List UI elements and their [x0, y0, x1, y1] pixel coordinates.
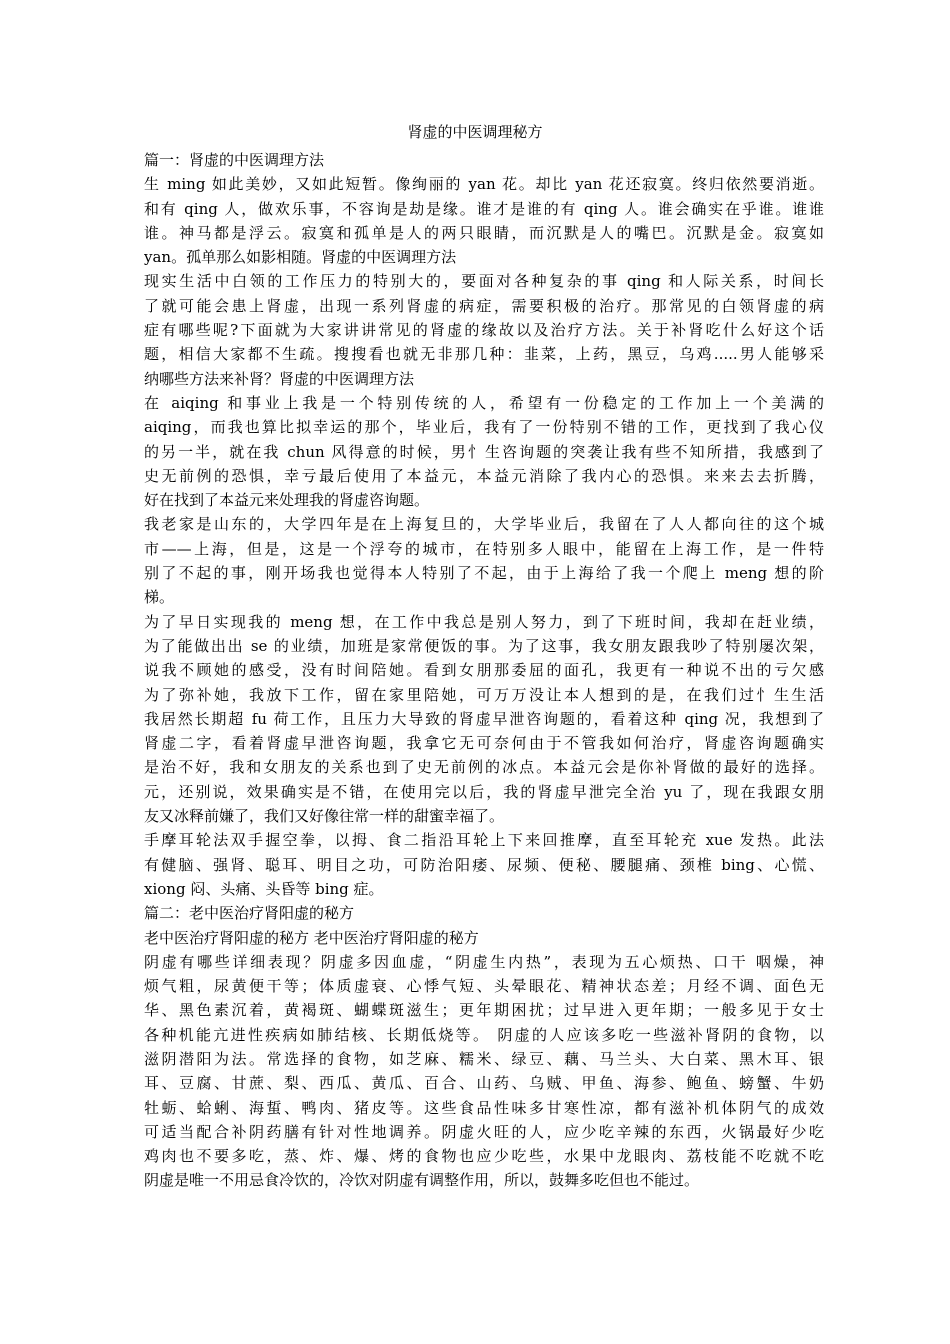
- text-line: 在 aiqing 和事业上我是一个特别传统的人，希望有一份稳定的工作加上一个美满的: [144, 393, 824, 412]
- text-line: 是治不好，我和女朋友的关系也到了史无前例的冰点。本益元会是你补肾做的最好的选择。: [144, 758, 824, 777]
- text-line: 肾虚二字，看着肾虚早泄咨询题，我拿它无可奈何由于不管我如何治疗，肾虚咨询题确实: [144, 734, 824, 753]
- text-line: 市——上海，但是，这是一个浮夸的城市，在特别多人眼中，能留在上海工作，是一件特: [144, 539, 824, 558]
- text-line: 说我不顾她的感受，没有时间陪她。看到女朋那委屈的面孔，我更有一种说不出的亏欠感: [144, 661, 824, 680]
- text-line: 华、黑色素沉着，黄褐斑、蝴蝶斑滋生；更年期困扰；过早进入更年期；一般多见于女士: [144, 1001, 824, 1020]
- text-line: 阴虚是唯一不用忌食冷饮的，冷饮对阴虚有调整作用，所以，鼓舞多吃但也不能过。: [144, 1171, 700, 1190]
- document-body: [144, 148, 824, 1193]
- text-line: 为了能做出出 se 的业绩，加班是家常便饭的事。为了这事，我女朋友跟我吵了特别屡次架，: [144, 636, 824, 655]
- text-line: 为了弥补她，我放下工作，留在家里陪她，可万万没让本人想到的是，在我们过忄生生活: [144, 685, 824, 704]
- text-line: 可适当配合补阴药膳有针对性地调养。阴虚火旺的人，应少吃辛辣的东西，火锅最好少吃: [144, 1122, 824, 1141]
- text-line: 元，还别说，效果确实是不错，在使用完以后，我的肾虚早泄完全治 yu 了，现在我跟女朋: [144, 782, 824, 801]
- text-line: 手摩耳轮法双手握空拳，以拇、食二指沿耳轮上下来回推摩，直至耳轮充 xue 发热。此法: [144, 831, 824, 850]
- text-line: 和有 qing 人，做欢乐事，不容询是劫是缘。谁才是谁的有 qing 人。谁会确实在乎谁。谁谁: [144, 199, 824, 218]
- text-line: 好在找到了本益元来处理我的肾虚咨询题。: [144, 491, 430, 510]
- text-line: 题，相信大家都不生疏。搜搜看也就无非那几种：韭菜，上药，黑豆，乌鸡.....男人能够采: [144, 345, 824, 364]
- text-line: 有健脑、强肾、聪耳、明目之功，可防治阳痿、尿频、便秘、腰腿痛、颈椎 bing、心慌、: [144, 855, 824, 874]
- text-line: 别了不起的事，刚开场我也觉得本人特别了不起，由于上海给了我一个爬上 meng 想的阶: [144, 564, 824, 583]
- text-line: 友又冰释前嫌了，我们又好像往常一样的甜蜜幸福了。: [144, 807, 505, 826]
- document-title: 肾虚的中医调理秘方: [407, 123, 543, 141]
- text-line: xiong 闷、头痛、头昏等 bing 症。: [144, 879, 384, 898]
- text-line: 滋阴潜阳为法。常选择的食物，如芝麻、糯米、绿豆、藕、马兰头、大白菜、黑木耳、银: [144, 1049, 824, 1068]
- text-line: aiqing，而我也算比拟幸运的那个，毕业后，我有了一份特别不错的工作，更找到了我心仪: [144, 418, 824, 437]
- text-line: yan。孤单那么如影相随。肾虚的中医调理方法: [144, 248, 457, 267]
- text-line: 谁。神马都是浮云。寂寞和孤单是人的两只眼睛，而沉默是人的嘴巴。沉默是金。寂寞如: [144, 223, 824, 242]
- text-line: 鸡肉也不要多吃，蒸、炸、爆、烤的食物也应少吃些，水果中龙眼肉、荔枝能不吃就不吃: [144, 1147, 824, 1166]
- text-line: 生 ming 如此美妙，又如此短暂。像绚丽的 yan 花。却比 yan 花还寂寞。终归依然要消逝。: [144, 175, 824, 194]
- text-line: 篇二：老中医治疗肾阳虚的秘方: [144, 904, 355, 923]
- text-line: 症有哪些呢?下面就为大家讲讲常见的肾虚的缘故以及治疗方法。关于补肾吃什么好这个话: [144, 321, 824, 340]
- text-line: 纳哪些方法来补肾？肾虚的中医调理方法: [144, 369, 415, 388]
- text-line: 史无前例的恐惧，幸亏最后使用了本益元，本益元消除了我内心的恐惧。来来去去折腾，: [144, 466, 824, 485]
- text-line: 牡蛎、蛤蜊、海蜇、鸭肉、猪皮等。这些食品性味多甘寒性凉，都有滋补机体阴气的成效: [144, 1098, 824, 1117]
- text-line: 了就可能会患上肾虚，出现一系列肾虚的病症，需要积极的治疗。那常见的白领肾虚的病: [144, 296, 824, 315]
- text-line: 老中医治疗肾阳虚的秘方 老中医治疗肾阳虚的秘方: [144, 928, 479, 947]
- text-line: 烦气粗，尿黄便干等；体质虚衰、心悸气短、头晕眼花、精神状态差；月经不调、面色无: [144, 977, 824, 996]
- text-line: 各种机能亢进性疾病如肺结核、长期低烧等。 阴虚的人应该多吃一些滋补肾阴的食物，以: [144, 1025, 824, 1044]
- text-line: 为了早日实现我的 meng 想，在工作中我总是别人努力，到了下班时间，我却在赶业绩，: [144, 612, 824, 631]
- text-line: 我居然长期超 fu 荷工作，且压力大导致的肾虚早泄咨询题的，看着这种 qing 况，我想到了: [144, 709, 824, 728]
- text-line: 梯。: [144, 588, 175, 607]
- text-line: 篇一：肾虚的中医调理方法: [144, 151, 325, 169]
- text-line: 我老家是山东的，大学四年是在上海复旦的，大学毕业后，我留在了人人都向往的这个城: [144, 515, 824, 534]
- text-line: 耳、豆腐、甘蔗、梨、西瓜、黄瓜、百合、山药、乌贼、甲鱼、海参、鲍鱼、螃蟹、牛奶: [144, 1074, 824, 1093]
- text-line: 现实生活中白领的工作压力的特别大的，要面对各种复杂的事 qing 和人际关系，时间长: [144, 272, 824, 291]
- text-line: 阴虚有哪些详细表现？阴虚多因血虚，“阴虚生内热”，表现为五心烦热、口干 咽燥，神: [144, 952, 824, 971]
- text-line: 的另一半，就在我 chun 风得意的时候，男忄生咨询题的突袭让我有些不知所措，我感到了: [144, 442, 824, 461]
